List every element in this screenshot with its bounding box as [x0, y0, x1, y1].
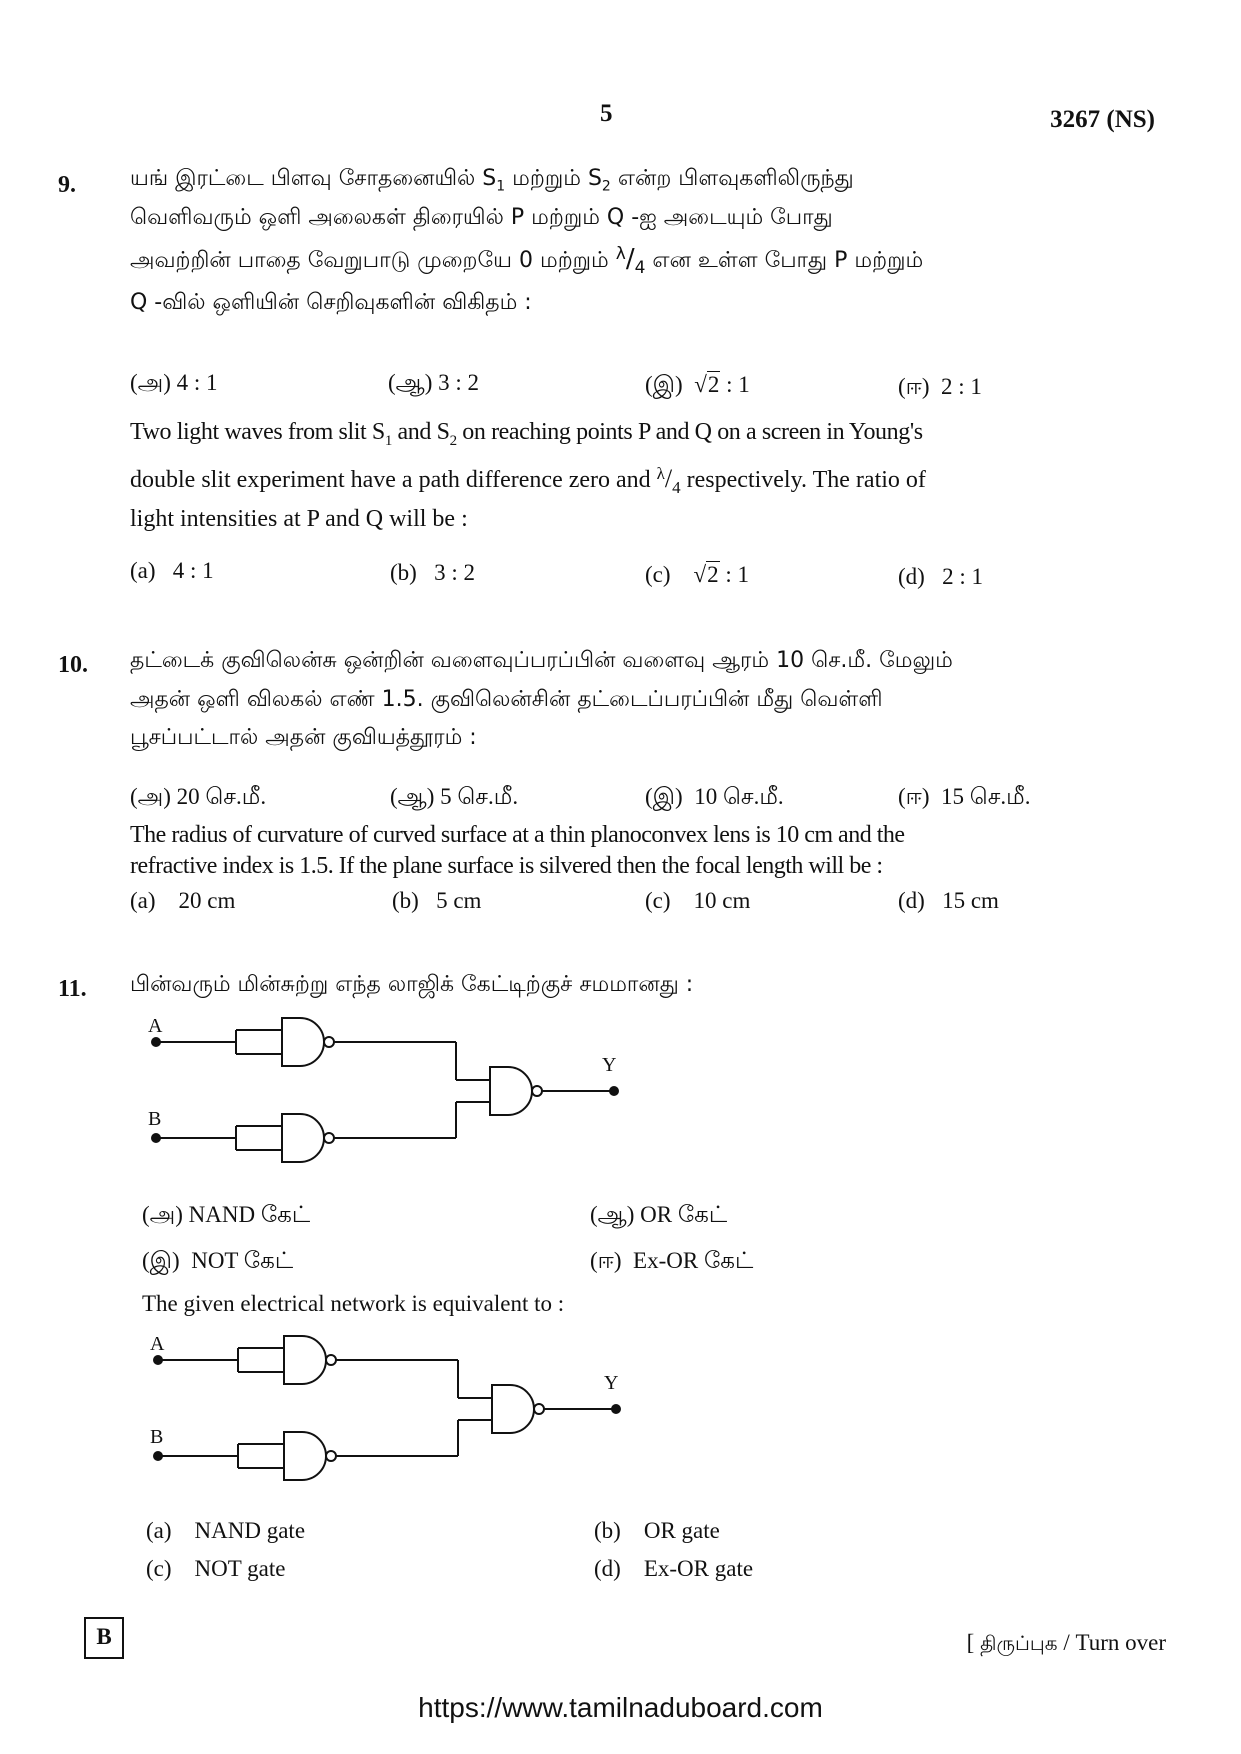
- logic-circuit-diagram: [142, 1328, 642, 1498]
- input-a-label: A: [150, 1333, 165, 1355]
- nand-gate-2: [284, 1432, 326, 1480]
- option-4: (ஈ) Ex-OR கேட்: [590, 1248, 754, 1273]
- option-a: (a) 4 : 1: [130, 558, 214, 583]
- option-3: (இ) √2 : 1: [645, 372, 750, 397]
- q10-tamil-text: தட்டைக் குவிலென்சு ஒன்றின் வளைவுப்பரப்பின் வளைவு ஆரம் 10 செ.மீ. மேலும் அதன் ஒளி விலகல் எண் 1.5. குவிலென்சின் தட்டைப்பரப்பின் மீது வெள்ளி பூசப்பட்டால் அதன் குவியத்தூரம் :: [130, 648, 953, 750]
- option-c: (c) NOT gate: [146, 1556, 286, 1581]
- q11-english-question: The given electrical network is equivalent to :: [142, 1291, 565, 1316]
- page-number: 5: [600, 100, 613, 127]
- inversion-bubble: [324, 1037, 334, 1047]
- nand-gate-3: [490, 1067, 532, 1115]
- option-4: (ஈ) 15 செ.மீ.: [898, 784, 1031, 809]
- option-d: (d) 2 : 1: [898, 564, 983, 589]
- output-terminal: [612, 1405, 620, 1413]
- option-1: (அ) 4 : 1: [130, 370, 218, 395]
- input-b-label: B: [150, 1426, 164, 1448]
- paper-code: 3267 (NS): [1050, 106, 1155, 133]
- source-url[interactable]: https://www.tamilnaduboard.com: [418, 1692, 823, 1723]
- option-a: (a) NAND gate: [146, 1518, 306, 1543]
- nand-gate-1: [282, 1018, 324, 1066]
- option-3: (இ) 10 செ.மீ.: [645, 784, 784, 809]
- option-3: (இ) NOT கேட்: [142, 1248, 294, 1273]
- option-b: (b) 3 : 2: [390, 560, 475, 585]
- turn-over-note: [ திருப்புக / Turn over: [966, 1630, 1166, 1655]
- inversion-bubble: [326, 1451, 336, 1461]
- inversion-bubble: [532, 1086, 542, 1096]
- inversion-bubble: [326, 1355, 336, 1365]
- option-c: (c) √2 : 1: [645, 562, 750, 587]
- option-c: (c) 10 cm: [645, 888, 751, 913]
- question-number: 11.: [58, 976, 87, 1002]
- option-4: (ஈ) 2 : 1: [898, 374, 982, 399]
- nand-gate-2: [282, 1114, 324, 1162]
- inversion-bubble: [534, 1404, 544, 1414]
- option-a: (a) 20 cm: [130, 888, 236, 913]
- q9-english-text: Two light waves from slit $S_1$ and $S_2$ on reaching points P and Q on a screen in Young's double slit experiment have a path difference zero and $^\lambda/_4$ respectively. The ratio of light intensities at P and Q will be :: [130, 419, 926, 533]
- option-b: (b) 5 cm: [392, 888, 482, 913]
- question-number: 10.: [58, 652, 88, 678]
- nand-gate-1: [284, 1336, 326, 1384]
- input-b-label: B: [148, 1108, 162, 1130]
- option-2: (ஆ) 3 : 2: [388, 370, 480, 395]
- option-d: (d) 15 cm: [898, 888, 999, 913]
- lambda-over-four: $^\lambda/_4$: [615, 244, 646, 279]
- q9-tamil-text: யங் இரட்டை பிளவு சோதனையில் $S_1$ மற்றும் $S_2$ என்ற பிளவுகளிலிருந்து வெளிவரும் ஒளி அலைகள் திரையில் P மற்றும் Q -ஐ அடையும் போது அவற்றின் பாதை வேறுபாடு முறையே 0 மற்றும் $^\lambda/_4$ என உள்ள போது P மற்றும் Q -வில் ஒளியின் செறிவுகளின் விகிதம் :: [130, 166, 924, 316]
- option-2: (ஆ) 5 செ.மீ.: [390, 784, 519, 809]
- booklet-letter-box: B: [84, 1617, 124, 1659]
- output-y-label: Y: [602, 1054, 617, 1076]
- logic-circuit-diagram: [140, 1010, 640, 1180]
- option-d: (d) Ex-OR gate: [594, 1556, 754, 1581]
- output-y-label: Y: [604, 1372, 619, 1394]
- option-1: (அ) NAND கேட்: [142, 1202, 311, 1227]
- q10-english-text: The radius of curvature of curved surface at a thin planoconvex lens is 10 cm and the refractive index is 1.5. If the plane surface is silvered then the focal length will be :: [130, 822, 905, 880]
- output-terminal: [610, 1087, 618, 1095]
- option-1: (அ) 20 செ.மீ.: [130, 784, 267, 809]
- q11-tamil-question: பின்வரும் மின்சுற்று எந்த லாஜிக் கேட்டிற்குச் சமமானது :: [130, 972, 694, 997]
- option-2: (ஆ) OR கேட்: [590, 1202, 728, 1227]
- option-b: (b) OR gate: [594, 1518, 720, 1543]
- nand-gate-3: [492, 1385, 534, 1433]
- input-a-label: A: [148, 1015, 163, 1037]
- inversion-bubble: [324, 1133, 334, 1143]
- question-number: 9.: [58, 172, 76, 198]
